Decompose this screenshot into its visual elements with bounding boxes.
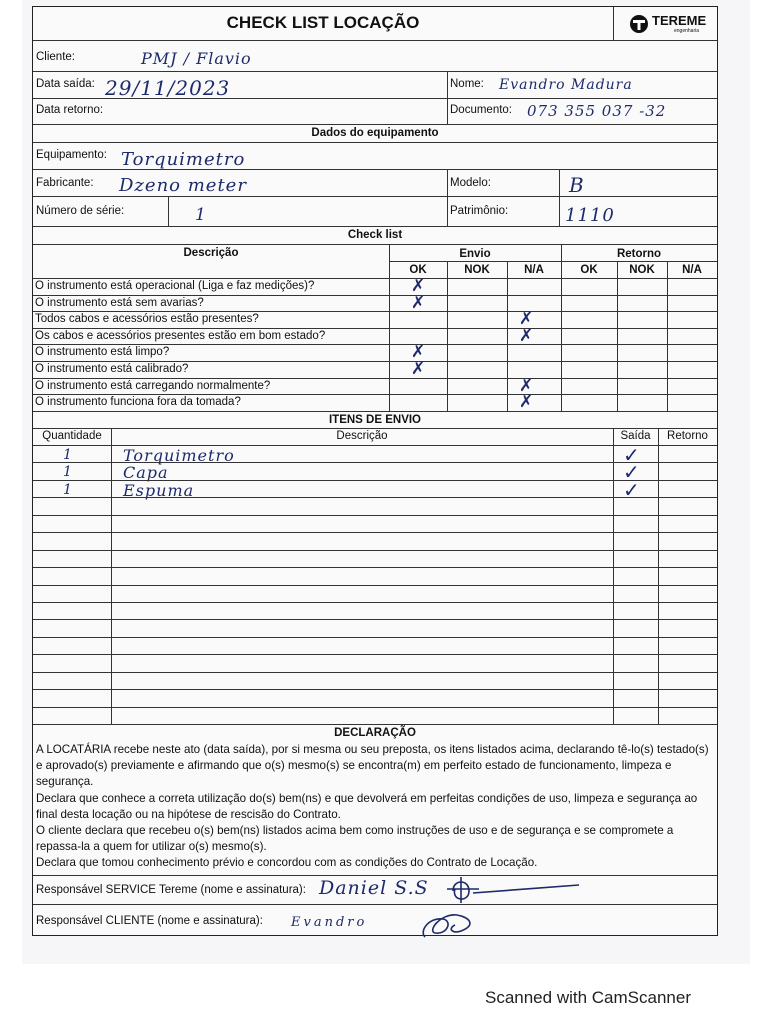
tereme-logo-mark-icon: [629, 14, 649, 34]
itens-row-divider: [33, 602, 717, 603]
checklist-envio-mark-icon: ✗: [411, 276, 426, 296]
checklist-row-divider: [33, 344, 717, 345]
item-description: Capa: [123, 463, 169, 483]
logo-text: TEREME: [652, 13, 707, 28]
cliente-value: PMJ / Flavio: [141, 49, 252, 68]
checklist-envio-mark-icon: ✗: [411, 359, 426, 379]
declaracao-paragraph-2: Declara que conhece a correta utilização do(s) bem(ns) e que devolverá em perfeitas condições de uso, limpeza e segurança ao final desta locação ou na hipótese de rescisão do Contrato.: [36, 791, 698, 821]
itens-row-divider: [33, 515, 717, 516]
itens-row-divider: [33, 689, 717, 690]
documento-value: 073 355 037 -32: [527, 102, 667, 120]
checklist-subheader-0: OK: [409, 264, 427, 276]
checklist-envio-mark-icon: ✗: [519, 375, 534, 396]
item-quantity: 1: [63, 481, 73, 498]
documento-label: Documento:: [450, 104, 513, 116]
patrimonio-value: 1110: [565, 205, 615, 226]
checklist-item-text: O instrumento está operacional (Liga e faz medições)?: [35, 280, 315, 292]
cliente-label: Cliente:: [36, 51, 75, 63]
service-signature-label: Responsável SERVICE Tereme (nome e assinatura):: [36, 884, 306, 896]
item-description: Torquimetro: [123, 446, 235, 465]
checklist-row-divider: [33, 361, 717, 362]
declaracao-paragraph-1: A LOCATÁRIA recebe neste ato (data saída), por si mesma ou seu preposta, os itens listados acima, declarando tê-lo(s) testado(s) e aprovado(s) previamente e afirmando que o(s) mesmo(s) se encontra(m) em perfeito estado de funcionamento, limpeza e segurança.: [36, 743, 709, 789]
serie-value: 1: [195, 205, 207, 225]
declaracao-paragraph-4: Declara que tomou conhecimento prévio e concordou com as condições do Contrato de Locação.: [36, 856, 538, 870]
col-saida-header: Saída: [620, 430, 651, 442]
declaracao-text: [36, 742, 716, 872]
checklist-subheader-4: NOK: [629, 264, 655, 276]
itens-envio-section-title: ITENS DE ENVIO: [328, 414, 422, 426]
itens-row-divider: [33, 619, 717, 620]
form-title: CHECK LIST LOCAÇÃO: [226, 13, 420, 32]
modelo-value: B: [569, 173, 585, 197]
cliente-signature-label: Responsável CLIENTE (nome e assinatura):: [36, 915, 263, 927]
itens-row-divider: [33, 550, 717, 551]
declaracao-paragraph-3: O cliente declara que recebeu o(s) bem(ns) listados acima bem como instruções de uso e de segurança e se compromete a repassa-la a quem for utilizar o(s) mesmo(s).: [36, 824, 674, 854]
equipamento-value: Torquimetro: [121, 149, 246, 170]
item-saida-check-icon: ✓: [623, 460, 640, 485]
checklist-form: [32, 6, 718, 936]
col-descricao-header: Descrição: [336, 430, 388, 442]
itens-row-divider: [33, 567, 717, 568]
checklist-row-divider: [33, 394, 717, 395]
serie-label: Número de série:: [36, 205, 125, 217]
checklist-row-divider: [33, 295, 717, 296]
checklist-envio-mark-icon: ✗: [519, 392, 534, 413]
itens-row-divider: [33, 672, 717, 673]
item-saida-check-icon: ✓: [623, 477, 640, 502]
checklist-subheader-1: NOK: [464, 264, 490, 276]
checklist-envio-mark-icon: ✗: [519, 325, 534, 346]
item-description: Espuma: [123, 480, 195, 500]
item-quantity: 1: [63, 447, 73, 463]
checklist-descricao-header: Descrição: [183, 247, 239, 259]
checklist-subheader-3: OK: [580, 264, 598, 276]
col-quantidade-header: Quantidade: [42, 430, 102, 442]
data-saida-value: 29/11/2023: [105, 76, 231, 100]
itens-row-divider: [33, 637, 717, 638]
checklist-envio-header: Envio: [459, 248, 491, 260]
data-saida-label: Data saída:: [36, 78, 95, 90]
checklist-row-divider: [33, 328, 717, 329]
modelo-label: Modelo:: [450, 177, 491, 189]
equipment-section-title: Dados do equipamento: [311, 127, 439, 139]
itens-row-divider: [33, 707, 717, 708]
item-quantity: 1: [63, 464, 73, 481]
checklist-envio-mark-icon: ✗: [411, 292, 426, 313]
nome-value: Evandro Madura: [499, 77, 633, 93]
checklist-item-text: O instrumento funciona fora da tomada?: [35, 396, 241, 409]
checklist-section-title: Check list: [347, 229, 403, 241]
itens-row-divider: [33, 585, 717, 586]
service-signature-scribble-icon: [443, 875, 583, 905]
cliente-signature-scribble-icon: [417, 907, 487, 943]
equipamento-label: Equipamento:: [36, 149, 107, 161]
camscanner-watermark: Scanned with CamScanner: [484, 988, 691, 1007]
checklist-envio-mark-icon: ✗: [519, 309, 534, 330]
col-retorno-header: Retorno: [667, 430, 708, 442]
data-retorno-label: Data retorno:: [36, 104, 104, 116]
patrimonio-label: Patrimônio:: [450, 205, 509, 217]
logo-subtext: engenharia: [674, 28, 700, 34]
checklist-item-text: O instrumento está limpo?: [35, 346, 170, 359]
tereme-logo: [629, 13, 713, 35]
checklist-envio-mark-icon: ✗: [411, 342, 426, 363]
fabricante-label: Fabricante:: [36, 177, 94, 189]
itens-row-divider: [33, 497, 717, 498]
checklist-subheader-2: N/A: [524, 264, 544, 276]
checklist-item-text: Todos cabos e acessórios estão presentes?: [35, 313, 259, 326]
nome-label: Nome:: [450, 78, 484, 90]
checklist-item-text: O instrumento está calibrado?: [35, 363, 189, 375]
cliente-signature-name: Evandro: [291, 915, 368, 930]
service-signature-name: Daniel S.S: [319, 877, 429, 899]
itens-row-divider: [33, 654, 717, 655]
checklist-item-text: Os cabos e acessórios presentes estão em bom estado?: [35, 329, 326, 342]
item-saida-check-icon: ✓: [623, 443, 640, 467]
checklist-retorno-header: Retorno: [616, 248, 662, 260]
fabricante-value: Dzeno meter: [119, 175, 247, 196]
itens-row-divider: [33, 532, 717, 533]
checklist-row-divider: [33, 378, 717, 379]
checklist-item-text: O instrumento está carregando normalmente?: [35, 379, 271, 392]
checklist-row-divider: [33, 311, 717, 312]
declaracao-section-title: DECLARAÇÃO: [334, 727, 416, 739]
checklist-subheader-5: N/A: [682, 264, 702, 276]
checklist-item-text: O instrumento está sem avarias?: [35, 296, 204, 309]
